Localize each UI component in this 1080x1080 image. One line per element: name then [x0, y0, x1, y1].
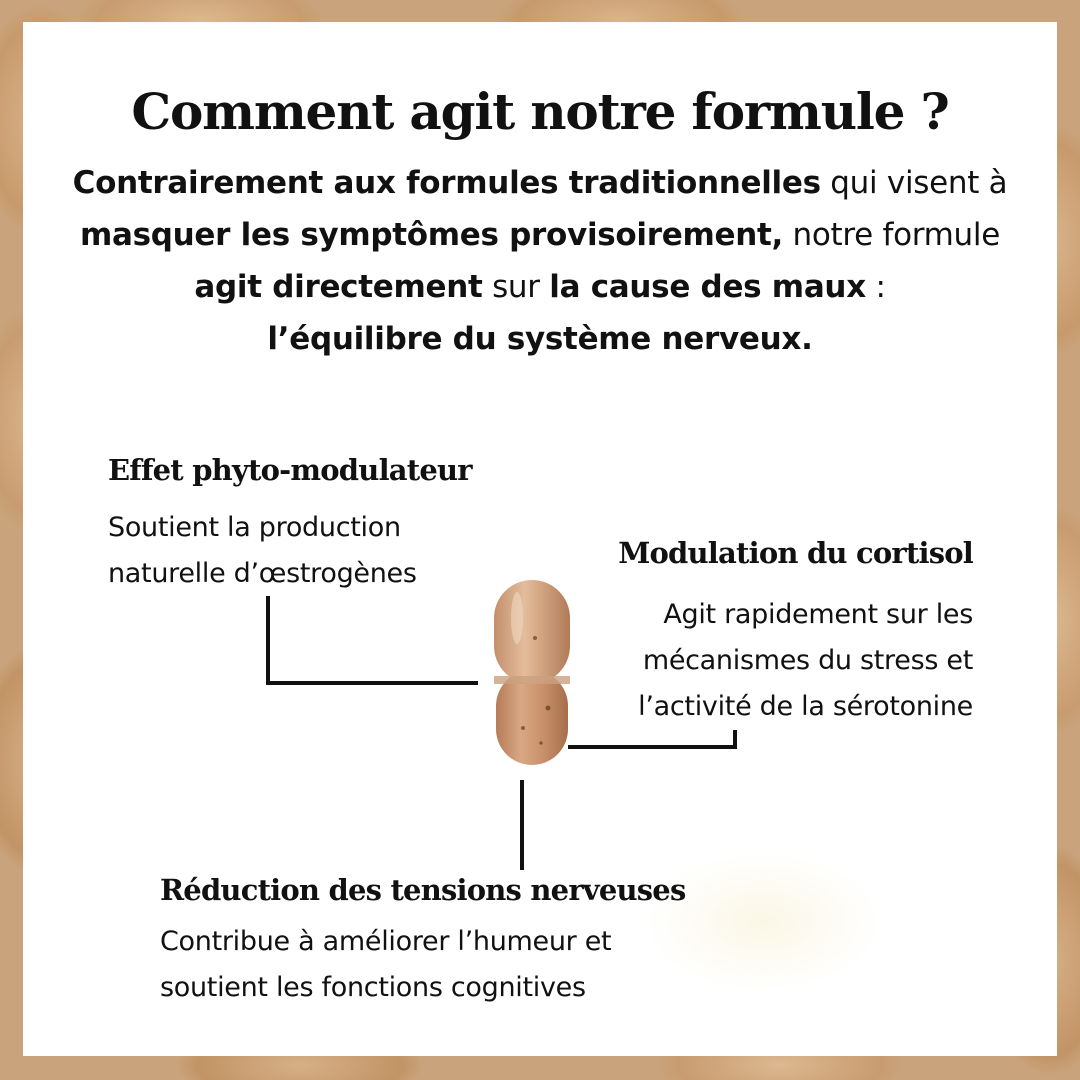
intro-bold-2: masquer les symptômes provisoirement, — [80, 217, 783, 253]
page-title: Comment agit notre formule ? — [131, 82, 949, 141]
intro-paragraph — [43, 157, 1037, 365]
intro-text-3: sur — [482, 269, 550, 305]
effect-desc-line: Contribue à améliorer l’humeur et — [160, 926, 612, 957]
effect-desc-line: mécanismes du stress et — [642, 645, 973, 676]
effect-heading-cortisol: Modulation du cortisol — [618, 536, 973, 570]
intro-text-2: notre formule — [782, 217, 1000, 253]
intro-bold-4: la cause des maux — [549, 269, 866, 305]
connector-line-cortisol-vertical — [733, 730, 737, 749]
effect-desc-line: Agit rapidement sur les — [663, 599, 973, 630]
intro-bold-5: l’équilibre du système nerveux. — [267, 321, 813, 357]
intro-text-4: : — [865, 269, 886, 305]
connector-line-tensions-vertical — [520, 780, 524, 870]
effect-desc-line: l’activité de la sérotonine — [638, 691, 973, 722]
connector-line-cortisol-horizontal — [568, 745, 737, 749]
connector-line-phyto-vertical — [266, 596, 270, 684]
intro-text-1: qui visent à — [820, 165, 1008, 201]
effect-desc-line: naturelle d’œstrogènes — [108, 558, 417, 589]
effect-desc-phyto — [108, 505, 417, 597]
content-card — [23, 22, 1057, 1056]
effect-desc-cortisol — [638, 592, 973, 730]
capsule-icon — [493, 578, 571, 768]
intro-bold-1: Contrairement aux formules traditionnelles — [72, 165, 821, 201]
intro-bold-3: agit directement — [194, 269, 483, 305]
effect-heading-tensions: Réduction des tensions nerveuses — [160, 873, 686, 907]
connector-line-phyto-horizontal — [266, 681, 478, 685]
effect-heading-phyto: Effet phyto-modulateur — [108, 453, 472, 487]
effect-desc-tensions — [160, 919, 611, 1011]
effect-desc-line: Soutient la production — [108, 512, 401, 543]
effect-desc-line: soutient les fonctions cognitives — [160, 972, 586, 1003]
